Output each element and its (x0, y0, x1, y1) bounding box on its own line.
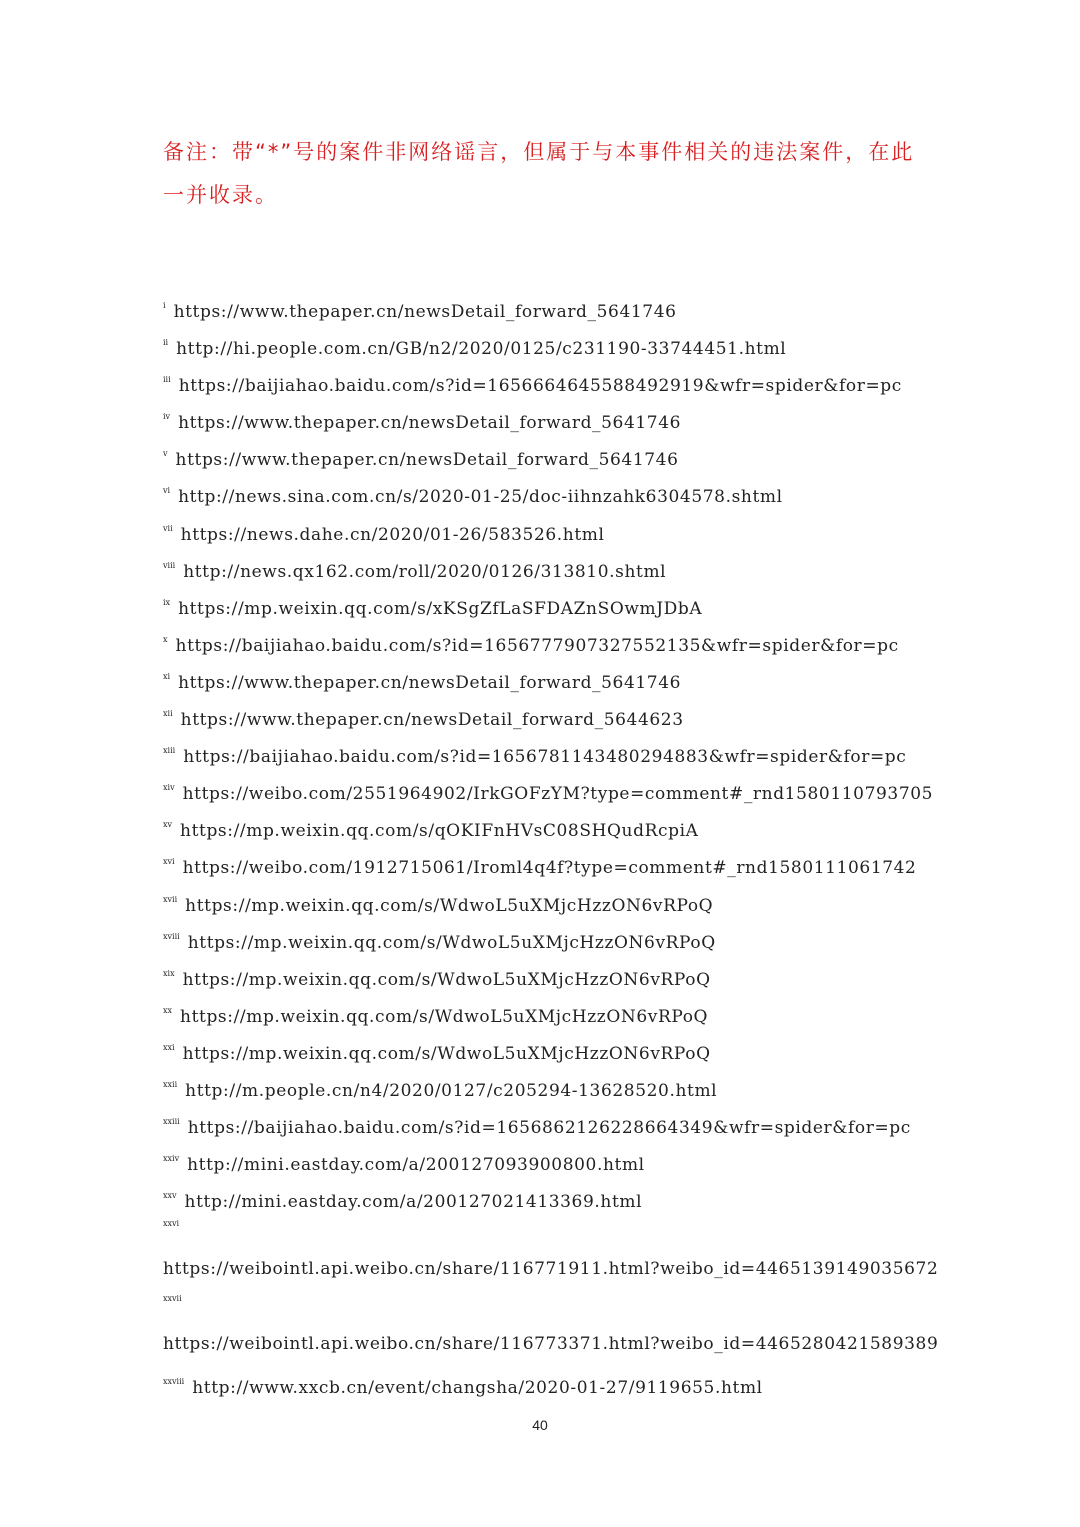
reference-url[interactable]: https://mp.weixin.qq.com/s/WdwoL5uXMjcHzzON6vRPoQ (180, 1006, 709, 1027)
reference-item (163, 1367, 963, 1404)
reference-item (163, 699, 963, 736)
footnote-marker: xxii (163, 1079, 178, 1089)
footnote-marker: xxiv (163, 1154, 180, 1164)
reference-url[interactable]: https://www.thepaper.cn/newsDetail_forward_5641746 (178, 413, 682, 434)
reference-url[interactable]: https://baijiahao.baidu.com/s?id=1656862126228664349&wfr=spider&for=pc (187, 1118, 911, 1139)
reference-item (163, 885, 963, 922)
reference-item (163, 1144, 963, 1181)
reference-item (163, 922, 963, 959)
reference-url[interactable]: https://weibointl.api.weibo.cn/share/116771911.html?weibo_id=4465139149035672 (163, 1259, 939, 1280)
reference-url[interactable]: https://www.thepaper.cn/newsDetail_forward_5641746 (173, 302, 677, 322)
footnote-marker: vii (163, 523, 173, 533)
footnote-marker: xxi (163, 1042, 175, 1052)
footnote-marker: xi (163, 671, 171, 681)
footnote-marker: xviii (163, 931, 180, 941)
reference-url[interactable]: https://weibo.com/2551964902/IrkGOFzYM?type=comment#_rnd1580110793705 (182, 784, 934, 805)
reference-url[interactable]: http://hi.people.com.cn/GB/n2/2020/0125/c231190-33744451.html (176, 339, 787, 360)
footnote-marker: iii (163, 375, 171, 385)
footnote-marker: xiii (163, 746, 176, 756)
reference-url[interactable]: https://news.dahe.cn/2020/01-26/583526.html (180, 524, 605, 545)
reference-url[interactable]: http://mini.eastday.com/a/200127021413369.html (184, 1192, 643, 1213)
reference-item (163, 736, 963, 773)
reference-url[interactable]: https://www.thepaper.cn/newsDetail_forward_5641746 (175, 450, 679, 471)
reference-url[interactable]: https://mp.weixin.qq.com/s/WdwoL5uXMjcHzzON6vRPoQ (187, 932, 716, 953)
footnote-marker: xxiii (163, 1117, 180, 1127)
footnote-marker: i (163, 301, 166, 310)
reference-item (163, 476, 963, 513)
footnote-marker: xxvi (163, 1219, 180, 1229)
reference-item (163, 1293, 963, 1367)
reference-url[interactable]: http://m.people.cn/n4/2020/0127/c205294-13628520.html (185, 1080, 718, 1101)
reference-list (163, 291, 963, 1404)
reference-url[interactable]: http://www.xxcb.cn/event/changsha/2020-01-27/9119655.html (192, 1377, 763, 1398)
reference-item (163, 1107, 963, 1144)
reference-item (163, 1218, 963, 1292)
reference-item (163, 365, 963, 402)
reference-url[interactable]: http://news.qx162.com/roll/2020/0126/313810.shtml (183, 561, 667, 582)
footnote-marker: xxv (163, 1191, 177, 1201)
reference-url[interactable]: https://baijiahao.baidu.com/s?id=1656664645588492919&wfr=spider&for=pc (178, 376, 902, 397)
reference-item (163, 959, 963, 996)
footnote-marker: v (163, 449, 168, 459)
reference-url[interactable]: https://mp.weixin.qq.com/s/WdwoL5uXMjcHzzON6vRPoQ (182, 1043, 711, 1064)
reference-item (163, 439, 963, 476)
reference-url[interactable]: https://www.thepaper.cn/newsDetail_forward_5644623 (180, 710, 684, 731)
page-number: 40 (532, 1417, 548, 1433)
footnote-marker: xix (163, 968, 175, 978)
reference-url[interactable]: https://mp.weixin.qq.com/s/WdwoL5uXMjcHzzON6vRPoQ (185, 895, 714, 916)
red-note: 备注：带“*”号的案件非网络谣言，但属于与本事件相关的违法案件，在此一并收录。 (163, 140, 915, 207)
reference-item (163, 291, 963, 328)
reference-url[interactable]: https://baijiahao.baidu.com/s?id=1656781143480294883&wfr=spider&for=pc (183, 747, 907, 768)
reference-url[interactable]: https://weibo.com/1912715061/Iroml4q4f?type=comment#_rnd1580111061742 (182, 858, 917, 879)
reference-item (163, 810, 963, 847)
reference-url[interactable]: https://www.thepaper.cn/newsDetail_forward_5641746 (178, 672, 682, 693)
footnote-marker: xx (163, 1005, 173, 1015)
footnote-marker: x (163, 634, 168, 644)
reference-item (163, 773, 963, 810)
footnote-marker: iv (163, 412, 171, 422)
reference-item (163, 1070, 963, 1107)
reference-url[interactable]: https://baijiahao.baidu.com/s?id=1656777907327552135&wfr=spider&for=pc (175, 635, 899, 656)
reference-url[interactable]: https://weibointl.api.weibo.cn/share/116773371.html?weibo_id=4465280421589389 (163, 1333, 939, 1354)
footnote-marker: xvii (163, 894, 178, 904)
reference-item (163, 588, 963, 625)
reference-item (163, 847, 963, 884)
footnote-marker: viii (163, 560, 176, 570)
reference-item (163, 996, 963, 1033)
reference-item (163, 1033, 963, 1070)
reference-item (163, 328, 963, 365)
footnote-marker: xxviii (163, 1376, 185, 1386)
footnote-marker: xv (163, 820, 173, 830)
footnote-marker: xii (163, 709, 173, 719)
reference-url[interactable]: https://mp.weixin.qq.com/s/WdwoL5uXMjcHzzON6vRPoQ (182, 969, 711, 990)
reference-url[interactable]: http://news.sina.com.cn/s/2020-01-25/doc-iihnzahk6304578.shtml (178, 487, 783, 508)
footnote-marker: xvi (163, 857, 175, 867)
reference-item (163, 662, 963, 699)
reference-item (163, 514, 963, 551)
reference-item (163, 402, 963, 439)
reference-url[interactable]: http://mini.eastday.com/a/200127093900800.html (187, 1155, 645, 1176)
footnote-marker: ix (163, 597, 171, 607)
footnote-marker: vi (163, 486, 171, 496)
footnote-marker: ii (163, 338, 169, 348)
reference-url[interactable]: https://mp.weixin.qq.com/s/xKSgZfLaSFDAZnSOwmJDbA (178, 598, 703, 619)
footnote-marker: xiv (163, 783, 175, 793)
footnote-marker: xxvii (163, 1293, 182, 1303)
reference-item (163, 551, 963, 588)
reference-item (163, 1181, 963, 1218)
reference-item (163, 625, 963, 662)
reference-url[interactable]: https://mp.weixin.qq.com/s/qOKIFnHVsC08SHQudRcpiA (180, 821, 699, 842)
